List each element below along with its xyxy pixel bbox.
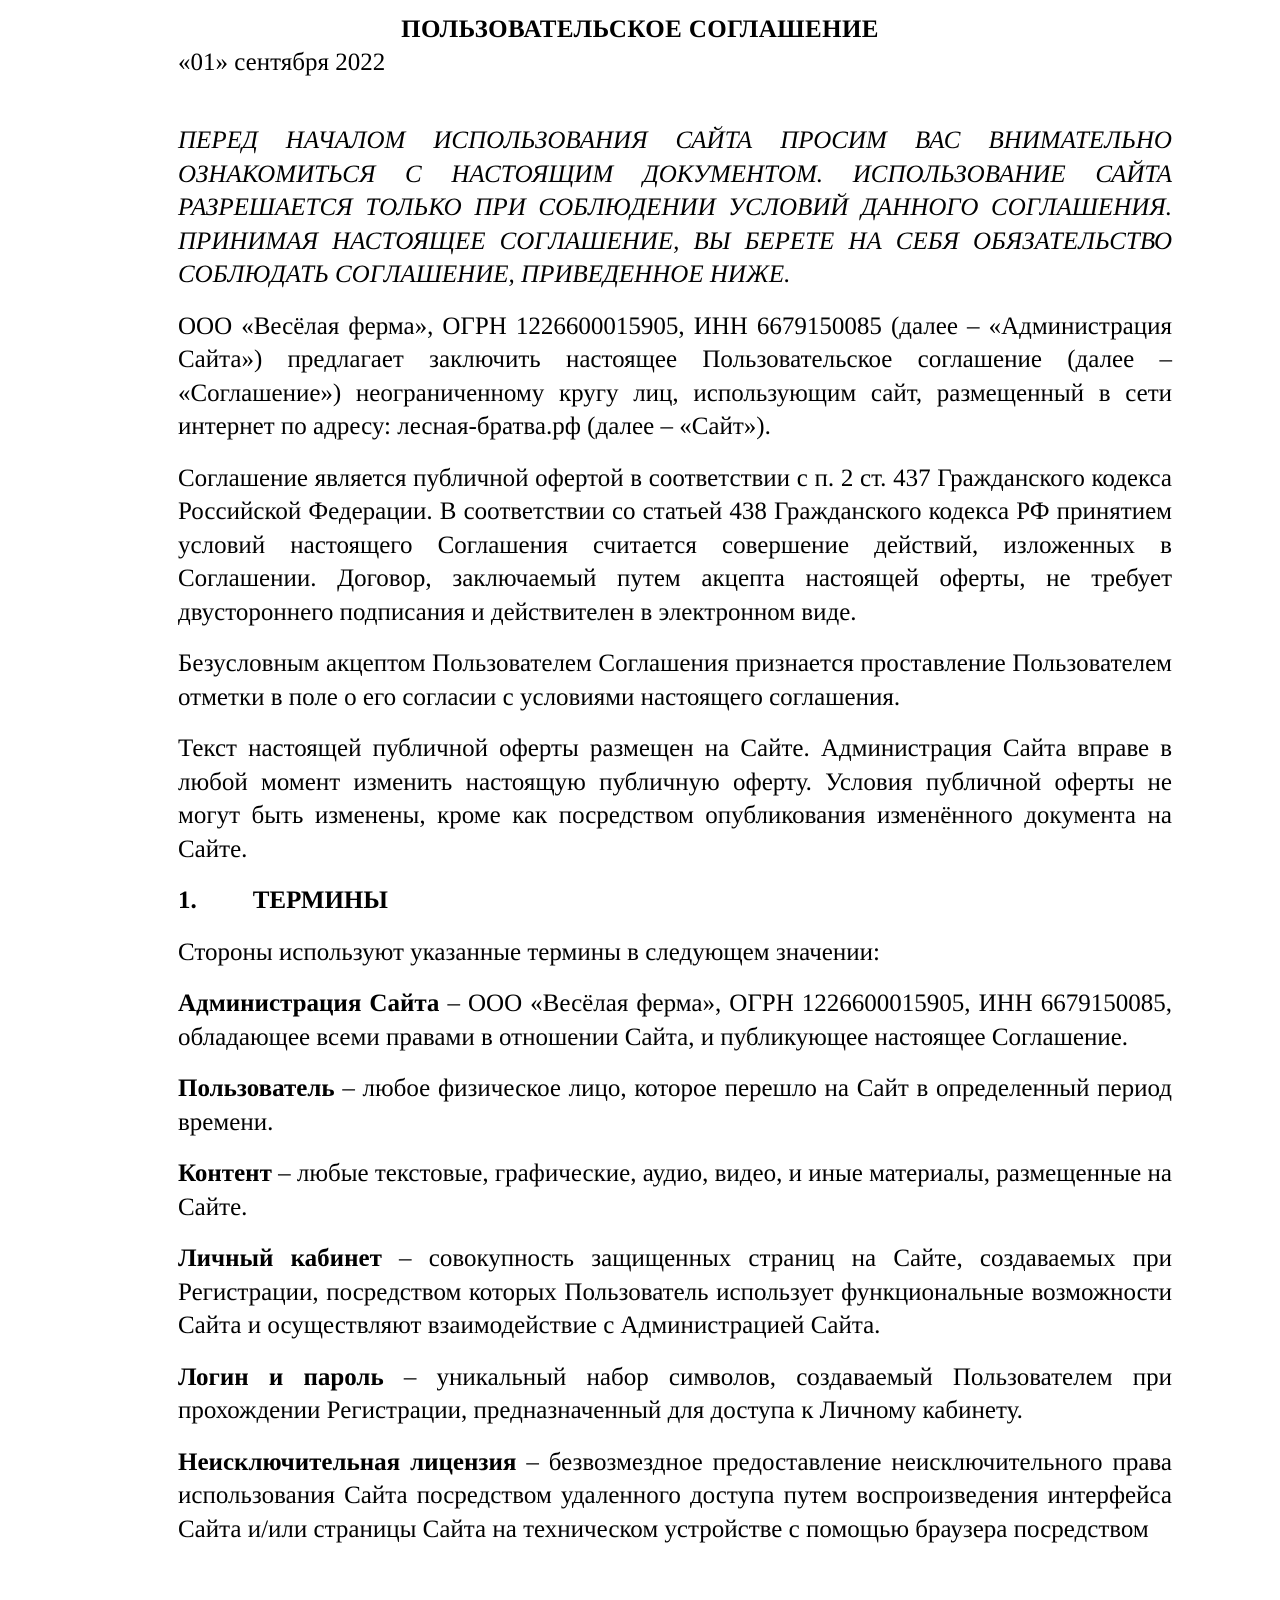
spacer [178, 80, 1172, 124]
term-text: – совокупность защищенных страниц на Сайте, создаваемых при Регистрации, посредством которых Пользователь использует функциональные возможности Сайта и осуществляют взаимодействие с Администрацией Сайта. [178, 1245, 1172, 1339]
term-definition [178, 1157, 1172, 1224]
term-name: Логин и пароль [178, 1363, 384, 1391]
paragraph-offer-text: Текст настоящей публичной оферты размещен на Сайте. Администрация Сайта вправе в любой момент изменить настоящую публичную оферту. Условия публичной оферты не могут быть изменены, кроме как посредством опубликования изменённого документа на Сайте. [178, 735, 1172, 863]
section-heading-terms [178, 884, 1172, 918]
term-text: – любое физическое лицо, которое перешло на Сайт в определенный период времени. [178, 1075, 1172, 1136]
term-definition [178, 1361, 1172, 1428]
term-text: – уникальный набор символов, создаваемый Пользователем при прохождении Регистрации, предназначенный для доступа к Личному кабинету. [178, 1363, 1172, 1424]
document-date: «01» сентября 2022 [178, 49, 386, 76]
term-name: Контент [178, 1160, 272, 1187]
term-text: – ООО «Весёлая ферма», ОГРН 1226600015905, ИНН 6679150085, обладающее всеми правами в отношении Сайта, и публикующее настоящее Соглашение. [178, 990, 1173, 1051]
term-definition [178, 1072, 1172, 1139]
paragraph-public-offer: Соглашение является публичной офертой в соответствии с п. 2 ст. 437 Гражданского кодекса Российской Федерации. В соответствии со статьей 438 Гражданского кодекса РФ принятием условий настоящего Соглашения считается совершение действий, изложенных в Соглашении. Договор, заключаемый путем акцепта настоящей оферты, не требует двустороннего подписания и действителен в электронном виде. [178, 464, 1172, 626]
paragraph-company-info: ООО «Весёлая ферма», ОГРН 1226600015905, ИНН 6679150085 (далее – «Администрация Сайта») предлагает заключить настоящее Пользовательское соглашение (далее – «Соглашение») неограниченному кругу лиц, использующим сайт, размещенный в сети интернет по адресу: лесная-братва.рф (далее – «Сайт»). [178, 312, 1172, 440]
spacer [178, 292, 1172, 310]
intro-notice: ПЕРЕД НАЧАЛОМ ИСПОЛЬЗОВАНИЯ САЙТА ПРОСИМ ВАС ВНИМАТЕЛЬНО ОЗНАКОМИТЬСЯ С НАСТОЯЩИМ ДОКУМЕНТОМ. ИСПОЛЬЗОВАНИЕ САЙТА РАЗРЕШАЕТСЯ ТОЛЬКО ПРИ СОБЛЮДЕНИИ УСЛОВИЙ ДАННОГО СОГЛАШЕНИЯ. ПРИНИМАЯ НАСТОЯЩЕЕ СОГЛАШЕНИЕ, ВЫ БЕРЕТЕ НА СЕБЯ ОБЯЗАТЕЛЬСТВО СОБЛЮДАТЬ СОГЛАШЕНИЕ, ПРИВЕДЕННОЕ НИЖЕ. [178, 127, 1172, 288]
section-title: ТЕРМИНЫ [252, 887, 388, 914]
section-number: 1. [178, 887, 197, 914]
term-name: Пользователь [178, 1075, 335, 1102]
term-name: Неисключительная лицензия [178, 1448, 517, 1476]
paragraph-acceptance: Безусловным акцептом Пользователем Соглашения признается проставление Пользователем отметки в поле о его согласии с условиями настоящего соглашения. [178, 650, 1172, 711]
term-name: Администрация Сайта [178, 990, 440, 1017]
terms-lead-in: Стороны используют указанные термины в следующем значении: [178, 938, 880, 966]
term-name: Личный кабинет [178, 1245, 382, 1272]
term-definition [178, 987, 1172, 1054]
term-text: – любые текстовые, графические, аудио, видео, и иные материалы, размещенные на Сайте. [178, 1160, 1172, 1221]
term-text: – безвозмездное предоставление неисключительного права использования Сайта посредством удаленного доступа путем воспроизведения интерфейса Сайта и/или страницы Сайта на техническом устройстве с помощью браузера посредством [178, 1448, 1172, 1543]
page-title: ПОЛЬЗОВАТЕЛЬСКОЕ СОГЛАШЕНИЕ [401, 16, 879, 43]
term-definition [178, 1242, 1172, 1343]
term-definition [178, 1446, 1172, 1547]
